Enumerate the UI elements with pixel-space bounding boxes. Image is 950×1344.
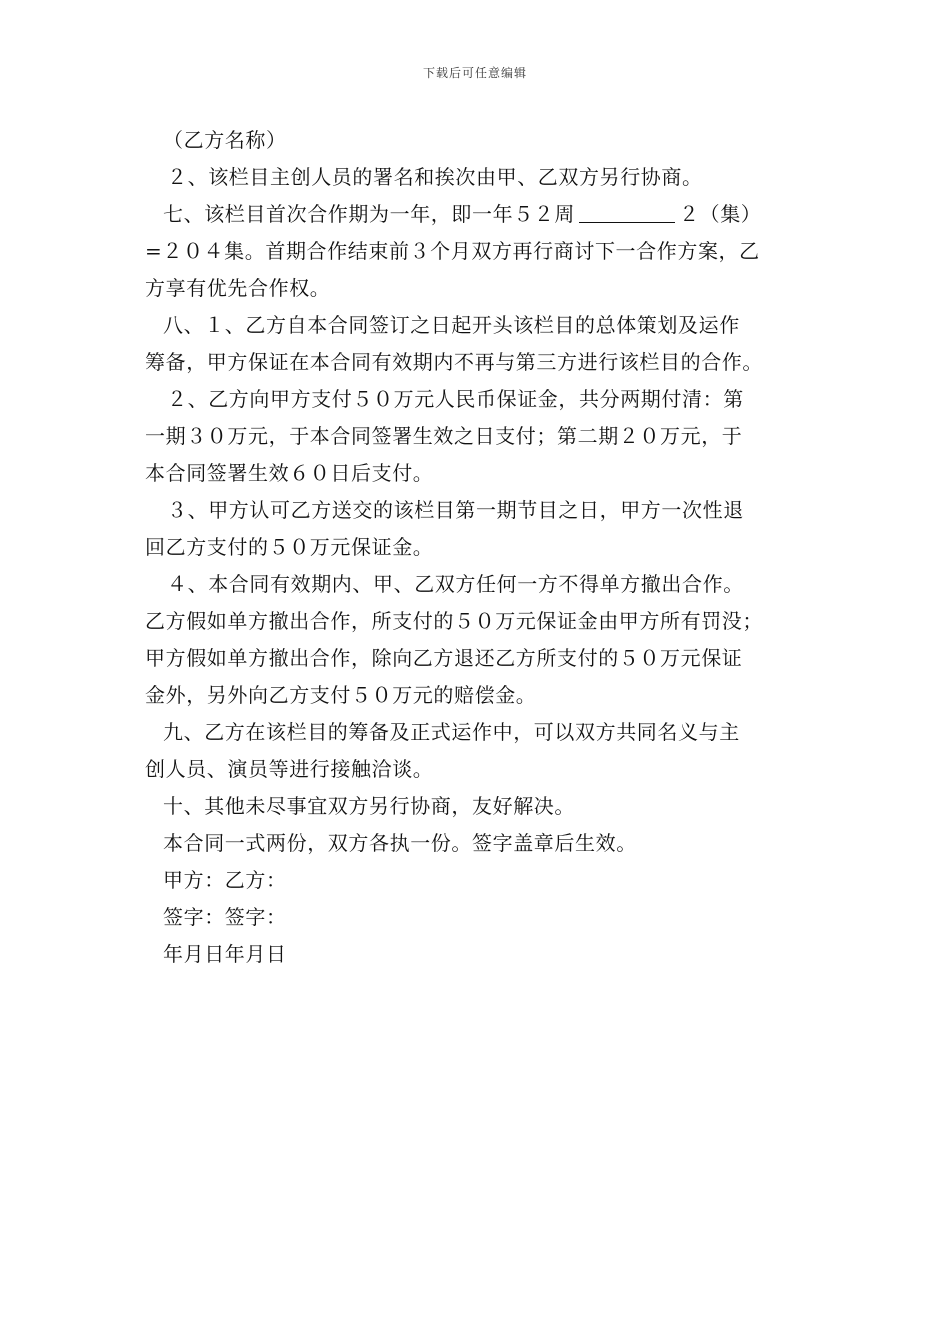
clause-9-line-2: 创人员、演员等进行接触洽谈。 <box>145 757 434 781</box>
clause-8-4-line-2: 乙方假如单方撤出合作，所支付的５０万元保证金由甲方所有罚没； <box>145 609 763 633</box>
clause-8-4-line-3: 甲方假如单方撤出合作，除向乙方退还乙方所支付的５０万元保证 <box>145 646 743 670</box>
clause-8-2-line-2: 一期３０万元，于本合同签署生效之日支付；第二期２０万元，于 <box>145 424 743 448</box>
clause-8-4-line-1: ４、本合同有效期内、甲、乙双方任何一方不得单方撤出合作。 <box>167 572 744 596</box>
clause-7-line-2: =２０４集。首期合作结束前３个月双方再行商讨下一合作方案，乙 <box>145 239 760 263</box>
clause-8-3-line-1: ３、甲方认可乙方送交的该栏目第一期节目之日，甲方一次性退 <box>167 498 744 522</box>
clause-8-2-line-3: 本合同签署生效６０日后支付。 <box>145 461 434 485</box>
clause-8-3-line-2: 回乙方支付的５０万元保证金。 <box>145 535 434 559</box>
clause-7-text: 七、该栏目首次合作期为一年，即一年５２周 <box>163 202 575 226</box>
clause-6-2: ２、该栏目主创人员的署名和挨次由甲、乙双方另行协商。 <box>167 165 703 189</box>
clause-7-line-3: 方享有优先合作权。 <box>145 276 331 300</box>
clause-10: 十、其他未尽事宜双方另行协商，友好解决。 <box>163 794 575 818</box>
date-line: 年月日年月日 <box>163 942 287 966</box>
fill-in-blank[interactable] <box>579 200 675 223</box>
clause-7-line-1 <box>145 196 825 233</box>
page-header: 下载后可任意编辑 <box>422 66 527 80</box>
signature-line: 签字：签字： <box>163 905 287 929</box>
parties-line: 甲方：乙方： <box>163 868 287 892</box>
clause-9-line-1: 九、乙方在该栏目的筹备及正式运作中，可以双方共同名义与主 <box>163 720 740 744</box>
copies-clause: 本合同一式两份，双方各执一份。签字盖章后生效。 <box>163 831 637 855</box>
clause-8-4-line-4: 金外，另外向乙方支付５０万元的赔偿金。 <box>145 683 537 707</box>
clause-8-1-line-1: 八、１、乙方自本合同签订之日起开头该栏目的总体策划及运作 <box>163 313 740 337</box>
clause-8-2-line-1: ２、乙方向甲方支付５０万元人民币保证金，共分两期付清：第 <box>167 387 744 411</box>
clause-8-1-line-2: 筹备，甲方保证在本合同有效期内不再与第三方进行该栏目的合作。 <box>145 350 763 374</box>
document-body <box>145 122 825 973</box>
clause-7-episodes: ２（集） <box>679 202 762 226</box>
party-b-name-line: （乙方名称） <box>163 128 287 152</box>
